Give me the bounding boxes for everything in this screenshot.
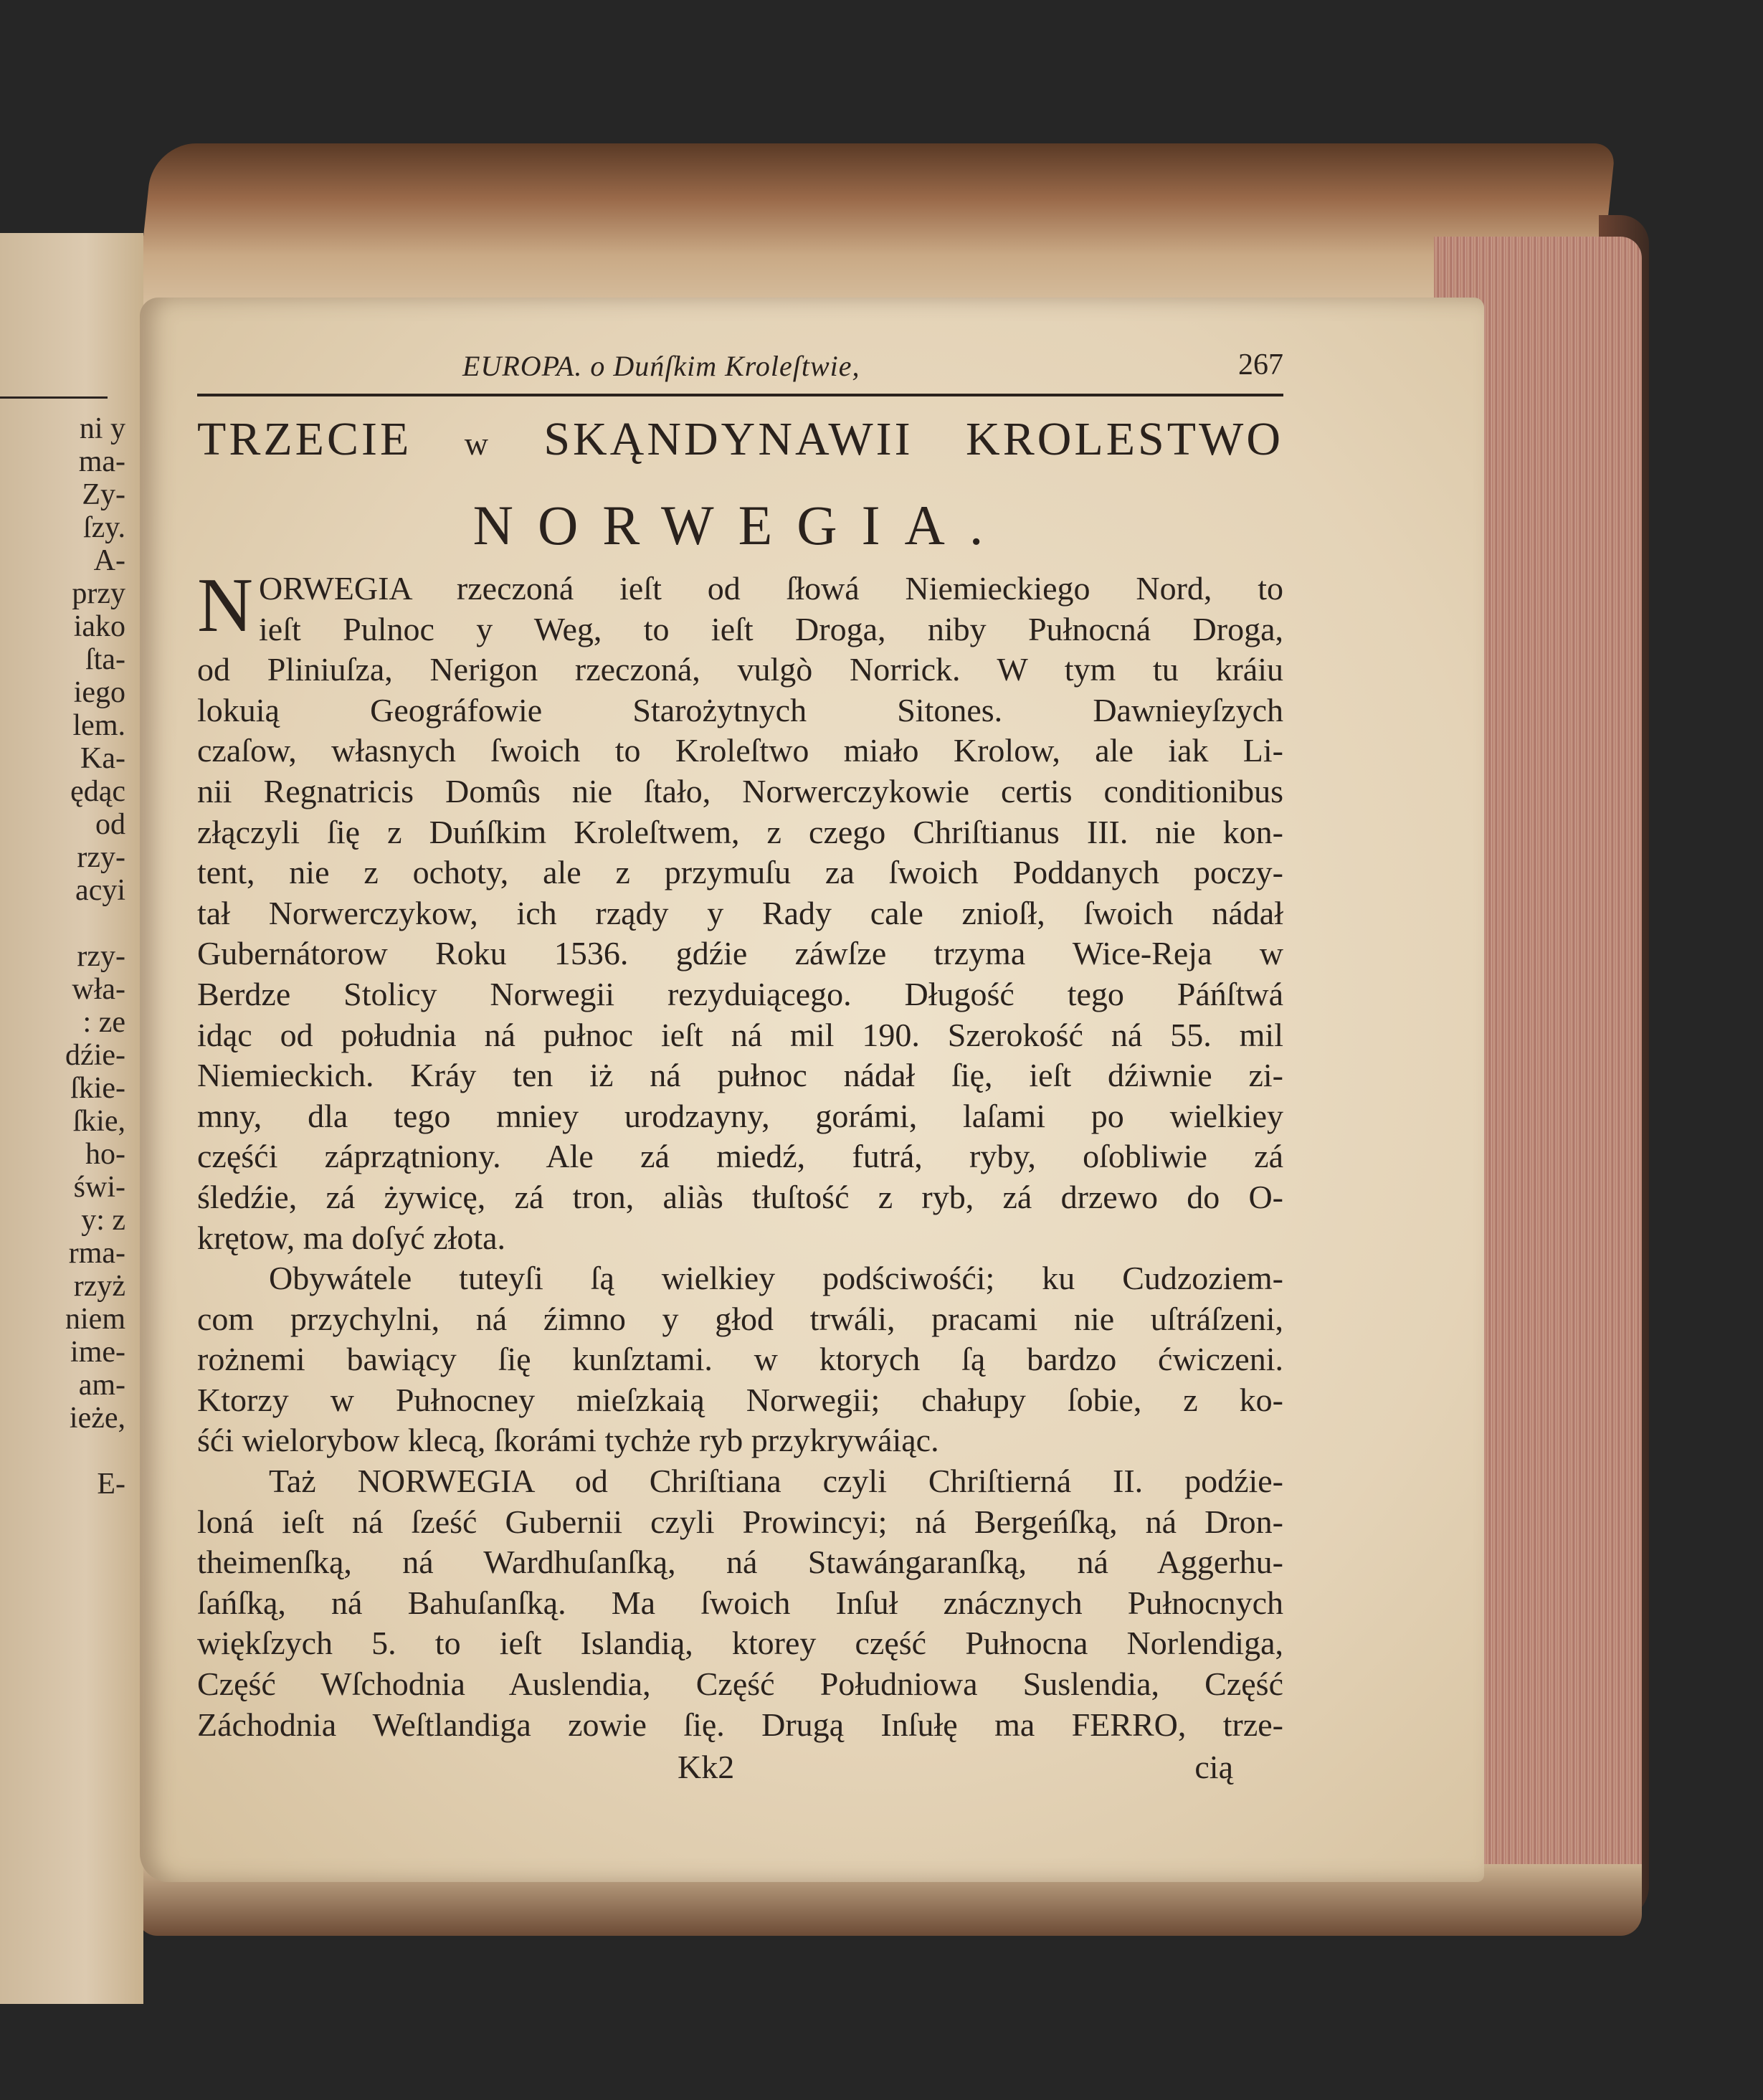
facing-page-line: ho- <box>85 1138 125 1171</box>
facing-page-line: rma- <box>68 1237 125 1270</box>
text-line: tał Norwerczykow, ich rządy y Rady cale znioſł, ſwoich nádał <box>197 894 1283 931</box>
text-line: śći wielorybow klecą, ſkorámi tychże ryb przykrywáiąc. <box>197 1422 939 1459</box>
facing-page-line: ieże, <box>69 1402 125 1435</box>
text-line: Berdze Stolicy Norwegii rezyduiącego. Długość tego Páńſtwá <box>197 975 1283 1012</box>
text-line: Niemieckich. Kráy ten iż ná pułnoc nádał ſię, ieſt dźiwnie zi- <box>197 1057 1283 1094</box>
page-number: 267 <box>1238 348 1283 381</box>
facing-page-line: ſkie, <box>72 1105 125 1138</box>
facing-page-line <box>0 1435 125 1468</box>
facing-page-text <box>0 412 125 1501</box>
text-line: lokuią Geográfowie Starożytnych Sitones. Dawnieyſzych <box>197 691 1283 728</box>
text-line: loná ieſt ná ſześć Gubernii czyli Prowincyi; ná Bergeńſką, ná Dron- <box>197 1503 1283 1540</box>
text-line: ſańſką, ná Bahuſanſką. Ma ſwoich Inſuł znácznych Pułnocnych <box>197 1584 1283 1621</box>
facing-page <box>0 233 143 2004</box>
facing-page-rule <box>0 396 108 399</box>
text-line: theimenſką, ná Wardhuſanſką, ná Stawángaranſką, ná Aggerhu- <box>197 1544 1283 1581</box>
facing-page-line: ſzy. <box>82 511 125 544</box>
facing-page-line: Ka- <box>80 742 125 775</box>
page-content <box>197 348 1283 1791</box>
drop-cap: N <box>197 563 253 648</box>
section-title <box>197 412 1283 470</box>
facing-page-line: acyi <box>75 874 125 907</box>
facing-page-line: przy <box>72 577 125 610</box>
facing-page-line: ni y <box>79 412 125 445</box>
text-line: ieſt Pulnoc y Weg, to ieſt Droga, niby Pułnocná Droga, <box>259 610 1283 647</box>
facing-page-line: iako <box>73 610 125 643</box>
facing-page-line: A- <box>93 544 125 577</box>
facing-page-line <box>0 907 125 940</box>
text-line: ORWEGIA rzeczoná ieſt od ſłowá Niemieckiego Nord, to <box>259 570 1283 607</box>
body-text <box>197 563 1283 1745</box>
text-line: tent, nie z ochoty, ale z przymuſu za ſwoich Poddanych poczy- <box>197 854 1283 891</box>
facing-page-line: dźie- <box>65 1039 125 1072</box>
facing-page-line: rzy- <box>77 940 125 973</box>
text-line: śledźie, zá żywicę, zá tron, aliàs tłuſtość z ryb, zá drzewo do O- <box>197 1178 1283 1215</box>
text-line: czaſow, własnych ſwoich to Kroleſtwo miało Krolow, ale iak Li- <box>197 732 1283 769</box>
text-line: Część Wſchodnia Auslendia, Część Południowa Suslendia, Część <box>197 1666 1283 1703</box>
facing-page-line: niem <box>65 1303 125 1336</box>
facing-page-line: Zy- <box>82 478 125 511</box>
text-line: więkſzych 5. to ieſt Islandią, ktorey część Pułnocna Norlendiga, <box>197 1625 1283 1662</box>
facing-page-line: ime- <box>70 1336 125 1369</box>
facing-page-line: ſkie- <box>70 1072 125 1105</box>
section-title-part: w <box>464 425 491 462</box>
facing-page-line: rzyż <box>73 1270 125 1303</box>
text-line: mny, dla tego mniey urodzayny, gorámi, laſami po wielkiey <box>197 1097 1283 1134</box>
facing-page-line: świ- <box>73 1171 125 1204</box>
text-line: Ktorzy w Pułnocney mieſzkaią Norwegii; chałupy ſobie, z ko- <box>197 1381 1283 1418</box>
text-line: rożnemi bawiący ſię kunſztami. w ktorych ſą bardzo ćwiczeni. <box>197 1341 1283 1378</box>
running-head <box>197 348 1283 391</box>
text-line: Gubernátorow Roku 1536. gdźie záwſze trzyma Wice-Reja w <box>197 935 1283 972</box>
section-title-part: SKĄNDYNAWII <box>543 413 913 465</box>
facing-page-line: : ze <box>82 1006 125 1039</box>
section-title-part: KROLESTWO <box>966 413 1283 465</box>
text-line: częśći záprzątniony. Ale zá miedź, futrá, ryby, oſobliwie zá <box>197 1138 1283 1175</box>
facing-page-line: ſta- <box>85 643 125 676</box>
facing-page-line: iego <box>73 676 125 709</box>
text-line: złączyli ſię z Duńſkim Kroleſtwem, z czego Chriſtianus III. nie kon- <box>197 813 1283 850</box>
running-title: EUROPA. o Duńſkim Kroleſtwie, <box>462 350 860 382</box>
facing-page-line: ędąc <box>70 775 125 808</box>
catchword: cią <box>1194 1749 1233 1786</box>
facing-page-line: ma- <box>78 445 125 478</box>
facing-page-line: am- <box>78 1369 125 1402</box>
text-line: nii Regnatricis Domûs nie ſtało, Norwerczykowie certis conditionibus <box>197 772 1283 809</box>
text-line: Obywátele tuteyſi ſą wielkiey podściwośći; ku Cudzoziem- <box>269 1260 1283 1297</box>
text-line: od Pliniuſza, Nerigon rzeczoná, vulgò Norrick. W tym tu kráiu <box>197 651 1283 688</box>
facing-page-line: wła- <box>72 973 125 1006</box>
text-line: Taż NORWEGIA od Chriſtiana czyli Chriſtierná II. podźie- <box>269 1463 1283 1500</box>
page-footer <box>197 1748 1283 1791</box>
facing-page-line: lem. <box>72 709 125 742</box>
text-line: Záchodnia Weſtlandiga zowie ſię. Drugą Inſułę ma FERRO, trze- <box>197 1706 1283 1743</box>
text-line: krętow, ma doſyć złota. <box>197 1219 506 1256</box>
text-line: idąc od południa ná pułnoc ieſt ná mil 190. Szerokość ná 55. mil <box>197 1016 1283 1053</box>
signature-mark: Kk2 <box>678 1749 735 1786</box>
facing-page-line: rzy- <box>77 841 125 874</box>
facing-page-line: y: z <box>81 1204 125 1237</box>
facing-page-line: od <box>95 808 125 841</box>
header-rule <box>197 394 1283 396</box>
section-title-part: TRZECIE <box>197 413 412 465</box>
text-line: com przychylni, ná źimno y głod trwáli, pracami nie uſtráſzeni, <box>197 1300 1283 1337</box>
chapter-title: NORWEGIA. <box>472 494 1008 556</box>
facing-page-line: E- <box>97 1468 125 1501</box>
